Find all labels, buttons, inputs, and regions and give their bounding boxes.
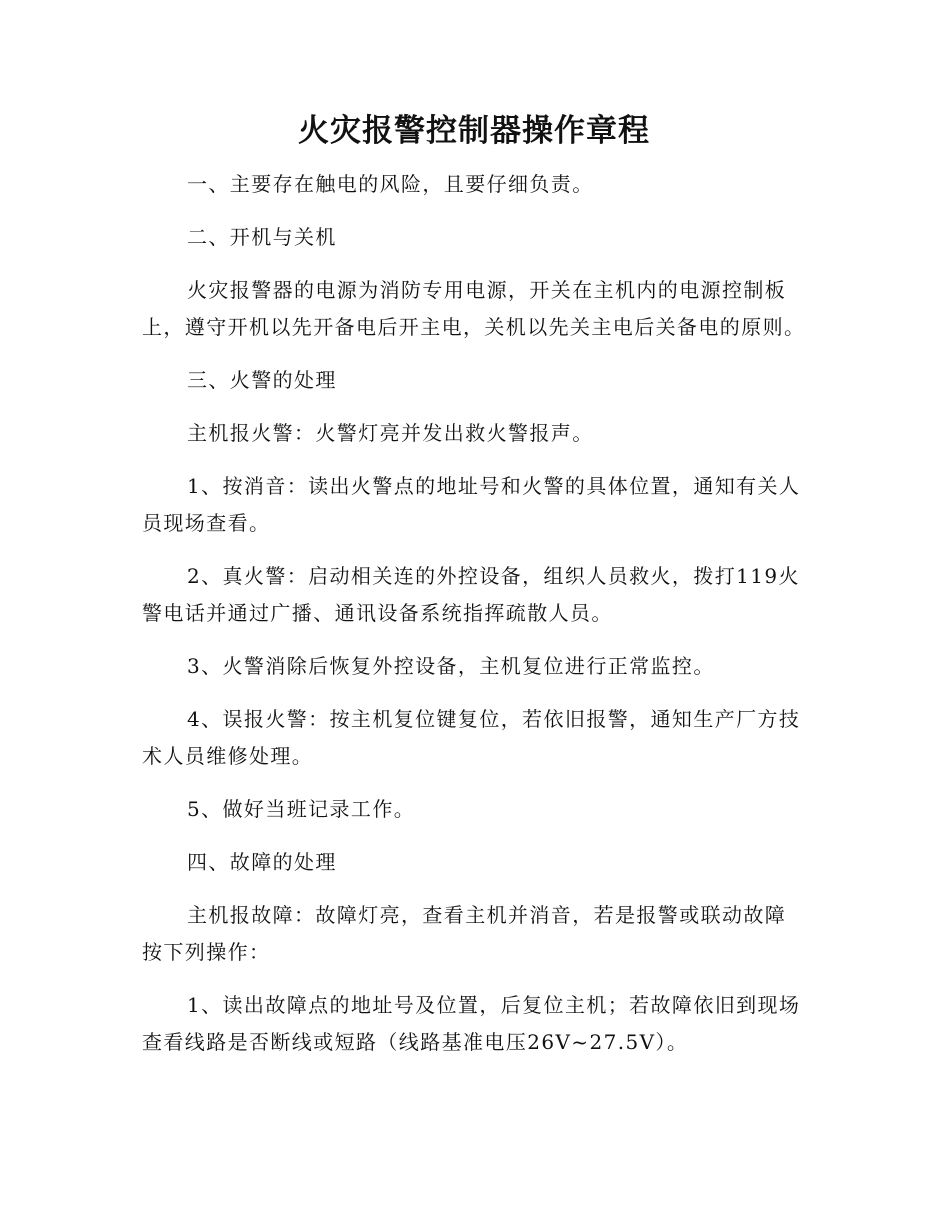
document-page (142, 110, 806, 1061)
paragraph-fire-alarm: 主机报火警：火警灯亮并发出救火警报声。 (187, 421, 594, 445)
paragraph-power-source: 火灾报警器的电源为消防专用电源，开关在主机内的电源控制板上，遵守开机以先开备电后开主电，关机以先关主电后关备电的原则。 (142, 278, 806, 339)
document-title: 火灾报警控制器操作章程 (298, 113, 650, 149)
fire-step-1: 1、按消音：读出火警点的地址号和火警的具体位置，通知有关人员现场查看。 (142, 474, 801, 535)
section-heading-1: 一、主要存在触电的风险，且要仔细负责。 (187, 172, 594, 196)
section-heading-4: 四、故障的处理 (187, 850, 337, 874)
fire-step-4: 4、误报火警：按主机复位键复位，若依旧报警，通知生产厂方技术人员维修处理。 (142, 707, 801, 768)
section-heading-3: 三、火警的处理 (187, 368, 337, 392)
fire-step-2: 2、真火警：启动相关连的外控设备，组织人员救火，拨打119火警电话并通过广播、通讯设备系统指挥疏散人员。 (142, 564, 800, 625)
paragraph-fault-alarm: 主机报故障：故障灯亮，查看主机并消音，若是报警或联动故障按下列操作： (142, 903, 787, 964)
fault-step-1: 1、读出故障点的地址号及位置，后复位主机；若故障依旧到现场查看线路是否断线或短路（线路基准电压26V~27.5V）。 (142, 993, 801, 1054)
fire-step-3: 3、火警消除后恢复外控设备，主机复位进行正常监控。 (187, 654, 715, 678)
fire-step-5: 5、做好当班记录工作。 (187, 797, 416, 821)
section-heading-2: 二、开机与关机 (187, 225, 337, 249)
